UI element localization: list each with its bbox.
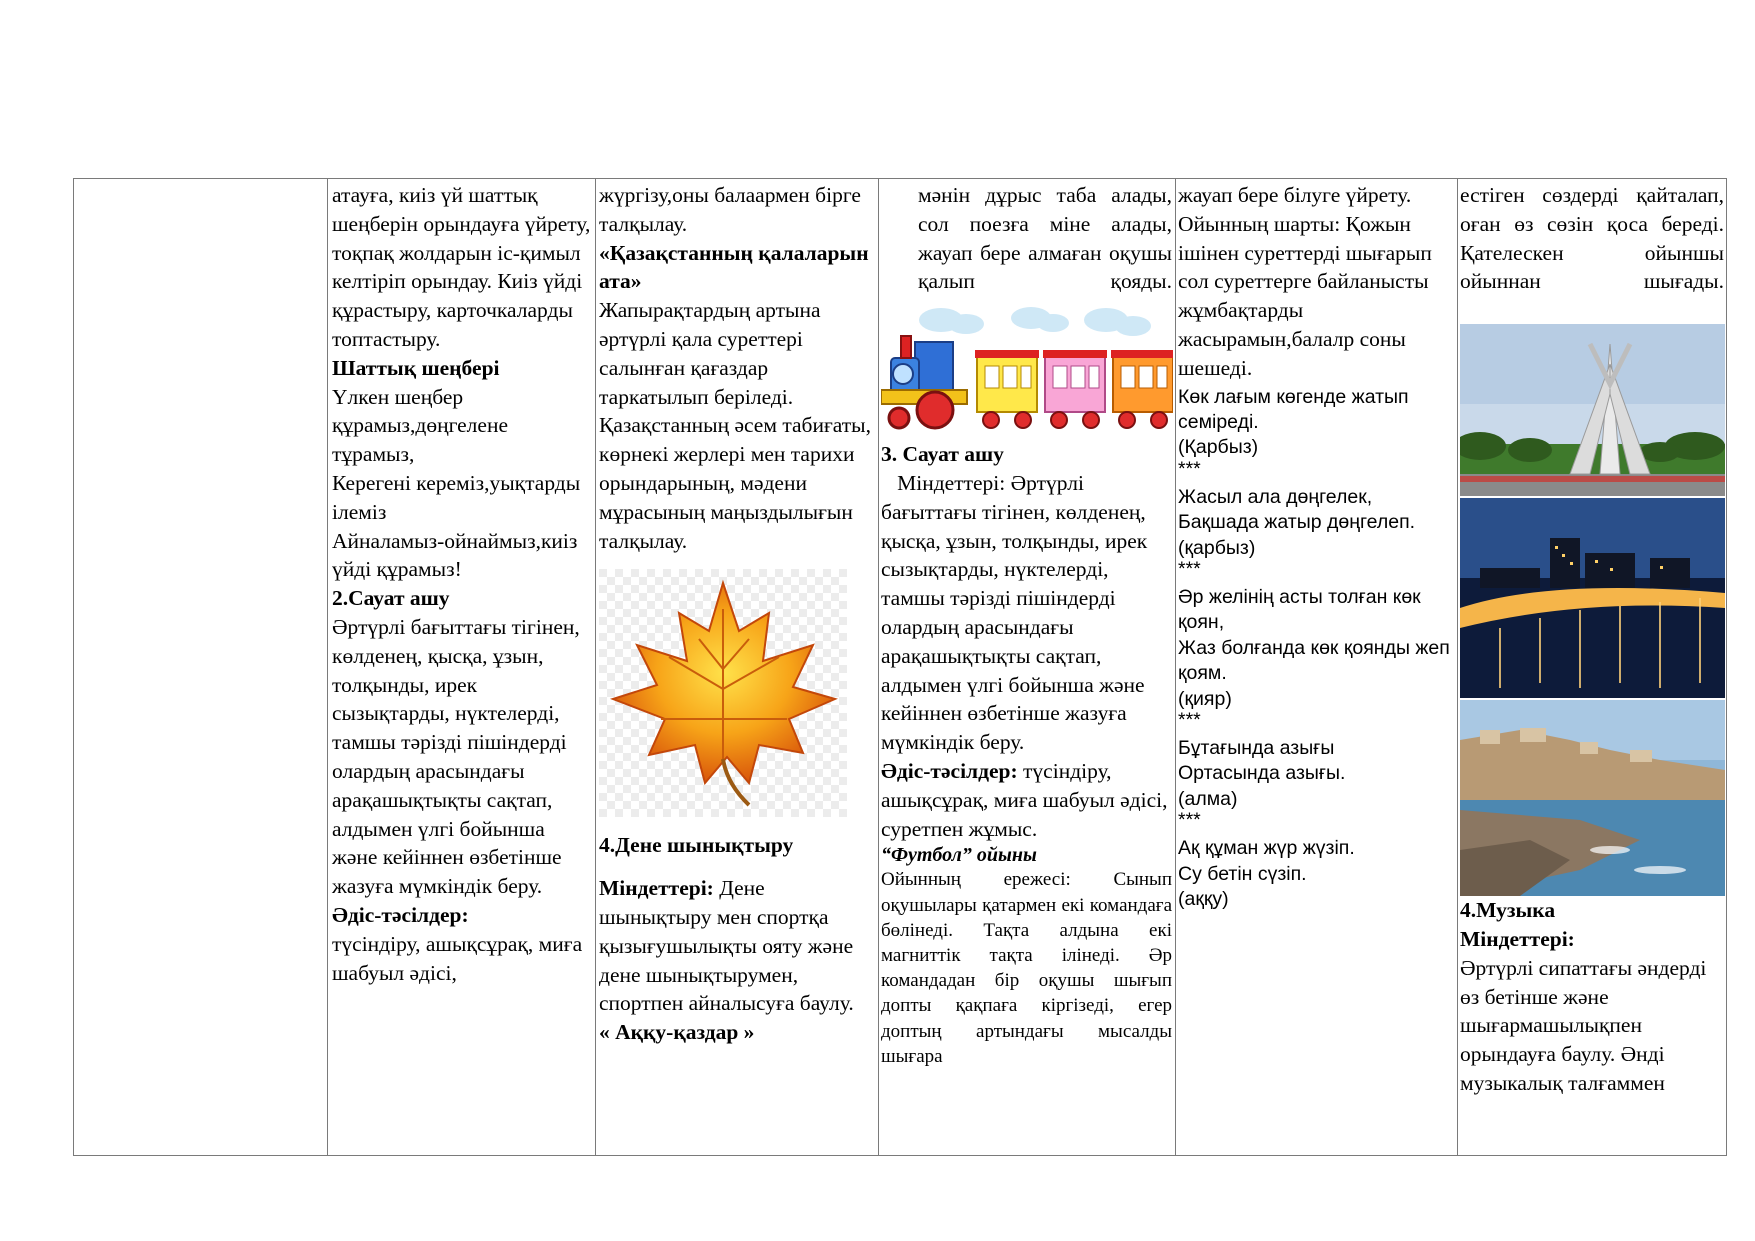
col2-tasks-label: Міндеттері: <box>599 876 714 901</box>
riddle-2-sep: *** <box>1178 558 1201 581</box>
column-5 <box>1457 179 1726 1155</box>
lesson-plan-table <box>73 178 1727 1156</box>
col1-verse-line-2: Керегені кереміз,уықтарды ілеміз <box>332 470 581 524</box>
col3-text-3: түсіндіру, ашықсұрақ, миға шабуыл әдісі, суретпен жұмыс. <box>881 758 1168 841</box>
riddle-2-answer: (қарбыз) <box>1178 536 1256 559</box>
riddle-1-sep: *** <box>1178 457 1201 480</box>
riddle-2-line-1: Жасыл ала дөңгелек, <box>1178 485 1373 508</box>
col3-text-1: мәнін дұрыс таба алады, сол поезға міне алады, жауап бере алмаған оқушы қалып қояды. <box>918 183 1172 294</box>
col1-verse-line-1: Үлкен шеңбер құрамыз,дөңгелене тұрамыз, <box>332 384 508 467</box>
riddle-2-line-2: Бақшада жатыр дөңгелеп. <box>1178 511 1416 534</box>
col3-heading-football: “Футбол” ойыны <box>881 844 1037 867</box>
riddle-4-sep: *** <box>1178 809 1201 832</box>
maple-leaf-image <box>599 569 847 817</box>
riddle-1-answer: (Қарбыз) <box>1178 436 1259 459</box>
col1-methods <box>332 901 592 930</box>
col3-text-2: Міндеттері: Әртүрлі бағыттағы тігінен, көлденең, қысқа, ұзын, толқынды, ирек сызықтарды, нүктелерді, тамшы тәрізді пішіндерді олардың арасындағы арақашықтықты сақтап, алдымен үлгі бойынша және кейіннен өзбетінше жазуға мүмкіндік беру. <box>881 470 1153 755</box>
riddle-3-line-1: Әр желінің асты толған көк қоян, <box>1178 586 1421 634</box>
riddle-5-line-2: Су бетін сүзіп. <box>1178 862 1307 885</box>
col1-text-2: Әртүрлі бағыттағы тігінен, көлденең, қысқа, ұзын, толқынды, ирек сызықтарды, нүктелерді, тамшы тәрізді пішіндерді олардың арасындағы арақашықтықты сақтап, алдымен үлгі бойынша және кейіннен өзбетінше жазуға мүмкіндік беру. <box>332 614 580 899</box>
train-image <box>881 298 1173 440</box>
col3-text-4: Ойынның ережесі: Сынып оқушылары қатармен екі командаға бөлінеді. Тақта алдына екі магниттік тақта ілінеді. Әр командадан бір оқушы шығып допты қақпаға кіргізеді, егер доптың артындағы мысалды шығара <box>881 869 1172 1067</box>
monument-photo <box>1460 324 1725 496</box>
col3-heading-literacy: 3. Сауат ашу <box>881 442 1004 467</box>
col3-methods <box>881 757 1172 843</box>
riddle-5-line-1: Ақ құман жүр жүзіп. <box>1178 837 1355 860</box>
seashore-photo <box>1460 700 1725 896</box>
riddle-5-answer: (аққу) <box>1178 888 1229 911</box>
column-empty <box>74 179 327 1155</box>
col5-heading-music: 4.Музыка <box>1460 898 1556 923</box>
col1-text-3: түсіндіру, ашықсұрақ, миға шабуыл әдісі, <box>332 931 583 985</box>
col2-heading-game: « Аққу-қаздар » <box>599 1020 755 1045</box>
riddle-1-line-1: Көк лағым көгенде жатып семіреді. <box>1178 385 1409 433</box>
column-1 <box>327 179 595 1155</box>
col1-methods-label: Әдіс-тәсілдер: <box>332 902 469 927</box>
col2-text-3: Дене шынықтыру мен спортқа қызығушылықты ояту және дене шынықтырумен, спортпен айналысуға баулу. <box>599 876 854 1016</box>
col5-text-1: естіген сөздерді қайталап, оған өз сөзін қоса береді. Қателескен ойыншы ойыннан шығады. <box>1460 183 1724 294</box>
column-2 <box>595 179 878 1155</box>
column-4 <box>1175 179 1457 1155</box>
riddle-3-line-2: Жаз болғанда көк қоянды жеп қоям. <box>1178 636 1450 685</box>
col2-text-1: жүргізу,оны балаармен бірге талқылау. <box>599 183 861 236</box>
riddle-3-sep: *** <box>1178 709 1201 732</box>
col1-heading-circle: Шаттық шеңбері <box>332 355 500 380</box>
riddle-3-answer: (қияр) <box>1178 687 1232 710</box>
riddle-4-answer: (алма) <box>1178 787 1238 810</box>
col2-heading-cities: «Қазақстанның қалаларын ата» <box>599 240 869 294</box>
col4-text-1: жауап бере білуге үйрету. Ойынның шарты: Қожын ішінен суреттерді шығарып сол суреттерге байланысты жұмбақтарды жасырамын,балалр соны шешеді. <box>1178 183 1432 380</box>
riddle-4-line-2: Ортасында азығы. <box>1178 762 1346 785</box>
col2-tasks <box>599 874 875 1018</box>
night-city-photo <box>1460 498 1725 698</box>
column-3 <box>878 179 1175 1155</box>
col2-text-2: Жапырақтардың артына әртүрлі қала суреттері салынған қағаздар таркатылып беріледі. Қазақстанның әсем табиғаты, көрнекі жерлері мен тарихи орындарының, мәдени мұрасының маңыздылығын талқылау. <box>599 298 871 553</box>
col4-riddles <box>1178 385 1455 913</box>
col1-heading-literacy: 2.Сауат ашу <box>332 586 450 611</box>
col1-verse-line-3: Айналамыз-ойнаймыз,киіз үйді құрамыз! <box>332 528 578 582</box>
col2-heading-pe: 4.Дене шынықтыру <box>599 833 794 858</box>
col5-text-2: Әртүрлі сипаттағы әндерді өз бетінше және шығармашылықпен орындауға баулу. Әнді музыкалық талғаммен <box>1460 955 1707 1095</box>
col1-text-1: атауға, киіз үй шаттық шеңберін орындауға үйрету, тоқпақ жолдарын іс-қимыл келтіріп орындау. Киіз үйді құрастыру, карточкаларды топтастыру. <box>332 183 591 351</box>
col3-methods-label: Әдіс-тәсілдер: <box>881 758 1018 783</box>
riddle-4-line-1: Бұтағында азығы <box>1178 737 1335 760</box>
col5-tasks-label: Міндеттері: <box>1460 926 1575 951</box>
